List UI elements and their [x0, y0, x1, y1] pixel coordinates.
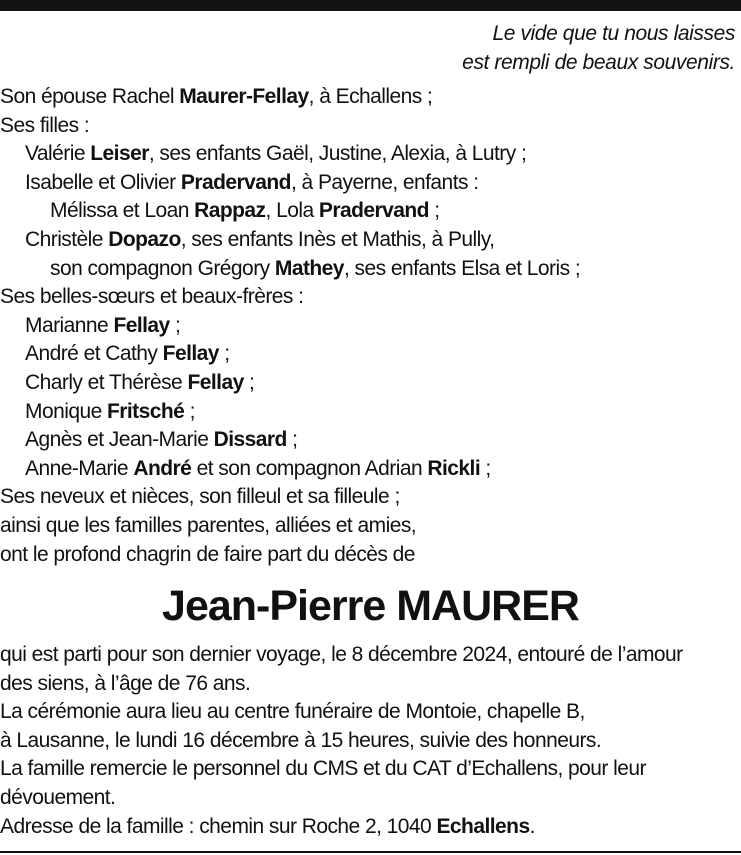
epitaph-quote — [462, 20, 735, 77]
surname: Dopazo — [108, 227, 181, 251]
daughters-heading: Ses filles : — [0, 113, 90, 137]
deceased-name: Jean-Pierre MAURER — [162, 582, 579, 630]
details-line: La famille remercie le personnel du CMS et du CAT d’Echallens, pour leur — [0, 757, 646, 781]
surname: Dissard — [213, 428, 287, 452]
announcement-line: ont le profond chagrin de faire part du décès de — [0, 542, 415, 566]
daughter-line: Isabelle et Olivier Pradervand, à Payerne, enfants : — [25, 170, 479, 194]
partner-line: son compagnon Grégory Mathey, ses enfants Elsa et Loris ; — [50, 256, 581, 280]
family-address: Adresse de la famille : chemin sur Roche 2, 1040 Echallens. — [0, 814, 535, 838]
surname: Fellay — [113, 313, 170, 337]
inlaw-line: Agnès et Jean-Marie Dissard ; — [25, 428, 298, 452]
top-border-rule — [0, 0, 741, 11]
surname: Mathey — [274, 256, 344, 280]
ceremony-details — [0, 641, 741, 841]
inlaw-line: André et Cathy Fellay ; — [25, 342, 230, 366]
details-line: des siens, à l’âge de 76 ans. — [0, 671, 251, 695]
surname: Fellay — [187, 370, 244, 394]
details-line: dévouement. — [0, 785, 116, 809]
family-list — [0, 83, 741, 569]
details-line: à Lausanne, le lundi 16 décembre à 15 heures, suivie des honneurs. — [0, 728, 602, 752]
surname: Leiser — [90, 142, 149, 166]
surname: Maurer-Fellay — [179, 85, 309, 108]
details-line: qui est parti pour son dernier voyage, le 8 décembre 2024, entouré de l’amour — [0, 643, 683, 666]
details-line: La cérémonie aura lieu au centre funéraire de Montoie, chapelle B, — [0, 700, 585, 724]
daughter-line: Valérie Leiser, ses enfants Gaël, Justine, Alexia, à Lutry ; — [25, 142, 527, 166]
surname: Fritsché — [107, 399, 185, 423]
inlaw-line: Charly et Thérèse Fellay ; — [25, 370, 255, 394]
quote-line-1: Le vide que tu nous laisses — [492, 22, 735, 45]
bottom-border-rule — [0, 851, 741, 853]
surname: Fellay — [162, 342, 219, 366]
surname: Rickli — [427, 456, 481, 480]
relatives-line: ainsi que les familles parentes, alliées et amies, — [0, 513, 417, 537]
grandchildren-line: Mélissa et Loan Rappaz, Lola Pradervand ; — [50, 199, 440, 223]
spouse-line: Son épouse Rachel Maurer-Fellay, à Echallens ; — [0, 85, 433, 108]
surname: Pradervand — [180, 170, 291, 194]
quote-line-2: est rempli de beaux souvenirs. — [462, 50, 735, 74]
inlaw-line: Marianne Fellay ; — [25, 313, 181, 337]
daughter-line: Christèle Dopazo, ses enfants Inès et Mathis, à Pully, — [25, 227, 495, 251]
address-town: Echallens — [436, 814, 530, 838]
nephews-line: Ses neveux et nièces, son filleul et sa filleule ; — [0, 485, 400, 509]
inlaw-line: Anne-Marie André et son compagnon Adrian Rickli ; — [25, 456, 491, 480]
surname: André — [133, 456, 192, 480]
inlaw-line: Monique Fritsché ; — [25, 399, 195, 423]
surname: Pradervand — [318, 199, 429, 223]
surname: Rappaz — [194, 199, 266, 223]
inlaws-heading: Ses belles-sœurs et beaux-frères : — [0, 285, 304, 309]
